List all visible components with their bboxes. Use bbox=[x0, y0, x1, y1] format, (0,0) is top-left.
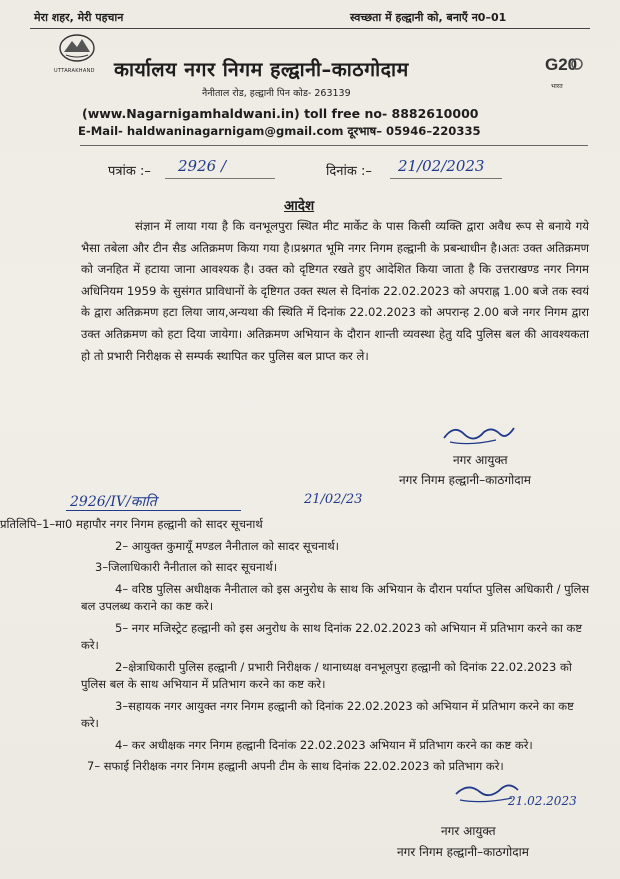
copy-ref-underline bbox=[66, 510, 241, 511]
municipal-emblem-icon bbox=[56, 32, 98, 68]
signature-1 bbox=[440, 420, 520, 452]
emblem-caption: UTTARAKHAND bbox=[54, 68, 95, 74]
signature-1-org: नगर निगम हल्द्वानी–काठगोदाम bbox=[399, 473, 531, 487]
website-tollfree: (www.Nagarnigamhaldwani.in) toll free no- 8882610000 bbox=[82, 106, 479, 121]
g20-logo-text: G20 bbox=[545, 55, 578, 74]
signature-2-org: नगर निगम हल्द्वानी–काठगोदाम bbox=[397, 845, 529, 859]
g20-logo bbox=[543, 50, 585, 94]
copy-list-item: 7– सफाई निरीक्षक नगर निगम हल्द्वानी अपनी टीम के साथ दिनांक 22.02.2023 को प्रतिभाग करे। bbox=[87, 759, 504, 773]
order-body bbox=[81, 216, 589, 367]
header-divider bbox=[30, 28, 590, 29]
patrank-underline bbox=[165, 178, 275, 179]
copy-list-item: 2–क्षेत्राधिकारी पुलिस हल्द्वानी / प्रभारी निरीक्षक / थानाध्यक्ष वनभूलपुरा हल्द्वानी को दिनांक 22.02.2023 को पुलिस बल के साथ अभियान में प्रतिभाग करने का कष्ट करे। bbox=[81, 659, 572, 691]
signature-1-designation: नगर आयुक्त bbox=[453, 453, 508, 467]
copy-list-item: 4– वरिष्ठ पुलिस अधीक्षक नैनीताल को इस अनुरोध के साथ कि अभियान के दौरान पर्याप्त पुलिस अधिकारी / पुलिस बल उपलब्ध कराने का कष्ट करे। bbox=[81, 581, 590, 613]
dinank-value: 21/02/2023 bbox=[398, 157, 485, 175]
patrank-label: पत्रांक :– bbox=[108, 164, 151, 179]
email-phone: E-Mail- haldwaninagarnigam@gmail.com दूरभाष– 05946–220335 bbox=[78, 124, 481, 138]
slogan-left: मेरा शहर, मेरी पहचान bbox=[34, 11, 124, 24]
copy-list-item: 5– नगर मजिस्ट्रेट हल्द्वानी को इस अनुरोध के साथ दिनांक 22.02.2023 को अभियान में प्रतिभाग करने का कष्ट करे। bbox=[81, 620, 583, 652]
dinank-label: दिनांक :– bbox=[326, 164, 372, 179]
copy-list-item: 3–जिलाधिकारी नैनीताल को सादर सूचनार्थ। bbox=[95, 560, 278, 574]
dinank-underline bbox=[390, 178, 502, 179]
patrank-value: 2926 / bbox=[178, 157, 226, 175]
copy-reference-number: 2926/IV/काति bbox=[70, 494, 157, 510]
office-address: नैनीताल रोड, हल्द्वानी पिन कोड- 263139 bbox=[202, 88, 351, 99]
office-title: कार्यालय नगर निगम हल्द्वानी–काठगोदाम bbox=[114, 58, 409, 81]
letterhead-divider bbox=[80, 145, 588, 146]
copy-list-item: 4– कर अधीक्षक नगर निगम हल्द्वानी दिनांक 22.02.2023 अभियान में प्रतिभाग करने का कष्ट करे। bbox=[115, 737, 533, 752]
copy-reference-date: 21/02/23 bbox=[304, 492, 363, 507]
g20-caption: भारत bbox=[551, 83, 563, 90]
copy-list bbox=[0, 516, 591, 780]
signature-2-designation: नगर आयुक्त bbox=[441, 824, 496, 838]
copy-list-item: 3–सहायक नगर आयुक्त नगर निगम हल्द्वानी को दिनांक 22.02.2023 को अभियान में प्रतिभाग करने का कष्ट करे। bbox=[81, 698, 574, 730]
copy-list-intro: प्रतिलिपि–1–मा0 महापौर नगर निगम हल्द्वानी को सादर सूचनार्थ bbox=[0, 517, 263, 531]
copy-list-item: 2– आयुक्त कुमायूँ मण्डल नैनीताल को सादर सूचनार्थ। bbox=[115, 538, 340, 553]
signature-2-date: 21.02.2023 bbox=[508, 794, 577, 808]
order-paragraph: संज्ञान में लाया गया है कि वनभूलपुरा स्थित मीट मार्केट के पास किसी व्यक्ति द्वारा अवैध रूप से बनाये गये भैसा तबेला और टीन सैड अतिक्रमण किया गया है।प्रश्नगत भूमि नगर निगम हल्द्वानी के प्रबन्धाधीन है।अतः उक्त अतिक्रमण को जनहित में हटाया जाना आवश्यक है। उक्त को दृष्टिगत रखते हुए आदेशित किया जाता है कि उत्तराखण्ड नगर निगम अधिनियम 1959 के सुसंगत प्राविधानों के दृष्टिगत उक्त स्थल से दिनांक 22.02.2023 को अपराह्न 1.00 बजे तक स्वयं के द्वारा अतिक्रमण हटा लिया जाय,अन्यथा की स्थिति में दिनांक 22.02.2023 को अपरान्ह 2.00 बजे नगर निगम द्वारा उक्त अतिक्रमण को हटा दिया जायेगा। अतिक्रमण अभियान के दौरान शान्ती व्यवस्था हेतु यदि पुलिस बल की आवश्यकता हो तो प्रभारी निरीक्षक से सम्पर्क स्थापित कर पुलिस बल प्राप्त कर ले। bbox=[81, 219, 589, 363]
slogan-right: स्वच्छता में हल्द्वानी को, बनाएँ न0–01 bbox=[350, 11, 507, 24]
order-heading: आदेश bbox=[284, 198, 315, 214]
